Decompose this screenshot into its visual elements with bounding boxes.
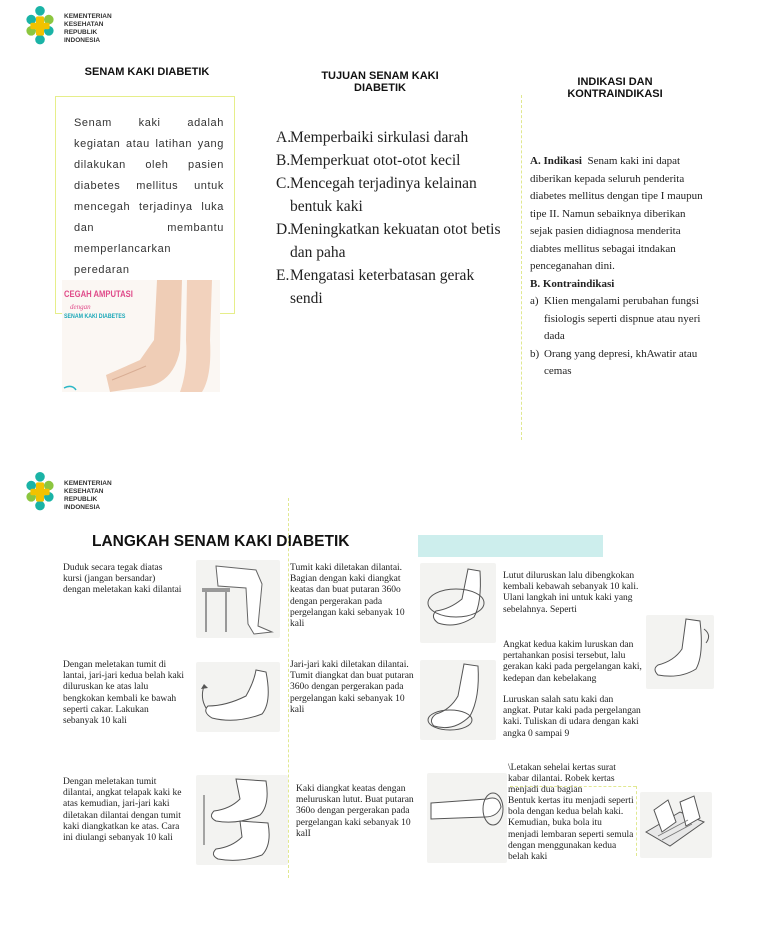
step-text: Jari-jari kaki diletakan dilantai. Tumit diangkat dan buat putaran 360o dengan pergerakan pada pergelangan kaki sebanyak 10 kali (290, 660, 414, 715)
indikasi-title-line: KONTRAINDIKASI (567, 88, 663, 100)
knee-bend-illustration (646, 615, 714, 689)
foot-rotation-illustration (420, 563, 496, 643)
poster-image (62, 280, 220, 392)
indikasi-title (540, 76, 690, 100)
indikasi-label: A. Indikasi (530, 155, 582, 167)
step-image (196, 775, 288, 865)
step-image (420, 660, 496, 740)
step-text: Angkat kedua kakim luruskan dan pertahankan posisi tersebut, lalu gerakan kaki pada pergelangan kaki, kedepan dan kebelakang (503, 640, 642, 684)
logo-line: KEMENTERIAN (64, 13, 112, 20)
toes-curl-illustration (196, 662, 280, 732)
indikasi-text: Senam kaki ini dapat diberikan kepada seluruh penderita diabetes mellitus dengan tipe I maupun tipe II. Namun sebaiknya diberikan sejak pasien didiagnosa menderita diabtes mellitus sebagai itndakan penceganahan dini. (530, 155, 703, 272)
tujuan-item (276, 149, 502, 172)
ministry-logo-text (64, 13, 112, 45)
tujuan-item-label: C. (276, 175, 291, 192)
ministry-logo (20, 6, 60, 51)
indikasi-section (530, 153, 708, 276)
logo-line: KESEHATAN (64, 488, 104, 495)
logo-line: REPUBLIK (64, 496, 98, 503)
heel-rotation-illustration (420, 660, 496, 740)
poster-sub: dengan (70, 303, 91, 311)
tujuan-item-text: Meningkatkan kekuatan otot betis dan paha (290, 221, 501, 261)
indikasi-body (530, 153, 708, 381)
tujuan-item (276, 264, 502, 310)
column-divider (636, 786, 637, 856)
teal-banner (418, 535, 603, 557)
ministry-logo-2 (20, 472, 60, 517)
column-divider (288, 498, 289, 878)
kontraindikasi-item (530, 293, 708, 346)
kontraindikasi-item (530, 346, 708, 381)
step-text: Duduk secara tegak diatas kursi (jangan bersandar) dengan meletakan kaki dilantai (63, 563, 182, 596)
ministry-logo-icon (20, 472, 60, 512)
tujuan-title-line: DIABETIK (354, 82, 406, 94)
newspaper-feet-illustration (640, 792, 712, 858)
kontraindikasi-item-text: Klien mengalami perubahan fungsi fisiologis seperti dispnue atau nyeri dada (544, 295, 701, 342)
tujuan-item (276, 218, 502, 264)
step-image (646, 615, 714, 689)
kontraindikasi-label: B. Kontraindikasi (530, 277, 615, 290)
logo-line: INDONESIA (64, 504, 101, 511)
chair-sit-illustration (196, 560, 280, 638)
logo-line: REPUBLIK (64, 29, 98, 36)
logo-line: KEMENTERIAN (64, 480, 112, 487)
tujuan-item (276, 126, 502, 149)
indikasi-title-line: INDIKASI DAN (577, 76, 653, 88)
tujuan-item-text: Mencegah terjadinya kelainan bentuk kaki (290, 175, 477, 215)
tujuan-list (276, 126, 502, 310)
step-image (420, 563, 496, 643)
leg-raise-illustration (427, 773, 507, 863)
step-image (640, 792, 712, 858)
tujuan-title (300, 70, 460, 94)
langkah-title: LANGKAH SENAM KAKI DIABETIK (92, 533, 350, 550)
poster-sub2: SENAM KAKI DIABETES (64, 313, 126, 320)
tujuan-item-label: A. (276, 129, 292, 146)
tujuan-item (276, 172, 502, 218)
tujuan-item-text: Mengatasi keterbatasan gerak sendi (290, 267, 475, 307)
step-text: Tumit kaki diletakan dilantai. Bagian dengan kaki diangkat keatas dan buat putaran 360o dengan pergerakan pada pergelangan kaki sebanyak 10 kali (290, 563, 405, 630)
logo-line: KESEHATAN (64, 21, 104, 28)
senam-intro-text: Senam kaki adalah kegiatan atau latihan yang dilakukan oleh pasien diabetes mellitus untuk mencegah terjadinya luka dan membantu memperlancarkan peredaran (74, 117, 224, 276)
column-divider (521, 95, 522, 440)
step-text: Bentuk kertas itu menjadi seperti bola dengan kedua belah kaki. Kemudian, buka bola itu menjadi lembaran seperti semula dengan menggunakan kedua belah kaki (508, 796, 634, 863)
tujuan-title-line: TUJUAN SENAM KAKI (321, 70, 439, 82)
tujuan-item-label: B. (276, 152, 291, 169)
step-text: Lutut diluruskan lalu dibengkokan kembali kebawah sebanyak 10 kali. Ulani langkah ini untuk kaki yang sebelahnya. Seperti (503, 571, 639, 615)
logo-line: INDONESIA (64, 37, 101, 44)
tujuan-item-label: E. (276, 267, 290, 284)
step-text: Kaki diangkat keatas dengan meluruskan lutut. Buat putaran 360o dengan pergerakan pada pergelangan kaki sebanyak 10 kalI (296, 784, 414, 839)
step-image (196, 662, 280, 732)
heel-toe-lift-illustration (196, 775, 288, 865)
ministry-logo-text-2 (64, 480, 112, 512)
senam-title: SENAM KAKI DIABETIK (84, 66, 210, 78)
tujuan-item-label: D. (276, 221, 292, 238)
step-image (196, 560, 280, 638)
kontraindikasi-item-label: a) (530, 295, 539, 307)
kontraindikasi-item-label: b) (530, 347, 540, 360)
poster-title: CEGAH AMPUTASI (64, 289, 133, 299)
step-text: \Letakan sehelai kertas surat kabar dilantai. Robek kertas menjadi dua bagian (508, 763, 616, 796)
step-text: Dengan meletakan tumit di lantai, jari-jari kedua belah kaki diluruskan ke atas lalu bengkokan kembali ke bawah seperti cakar. Lakukan sebanyak 10 kali (63, 660, 185, 727)
ministry-logo-icon (20, 6, 60, 46)
kontraindikasi-item-text: Orang yang depresi, khAwatir atau cemas (544, 347, 698, 377)
step-text: Dengan meletakan tumit dilantai, angkat telapak kaki ke atas kemudian, jari-jari kaki diletakan dilantai dengan tumit kaki diangkatkan ke atas. Cara ini diulangi sebanyak 10 kali (63, 777, 182, 844)
step-image (427, 773, 507, 863)
step-text: Luruskan salah satu kaki dan angkat. Putar kaki pada pergelangan kaki. Tuliskan di udara dengan kaki angka 0 sampai 9 (503, 695, 641, 739)
tujuan-item-text: Memperbaiki sirkulasi darah (290, 129, 469, 146)
tujuan-item-text: Memperkuat otot-otot kecil (290, 152, 461, 169)
